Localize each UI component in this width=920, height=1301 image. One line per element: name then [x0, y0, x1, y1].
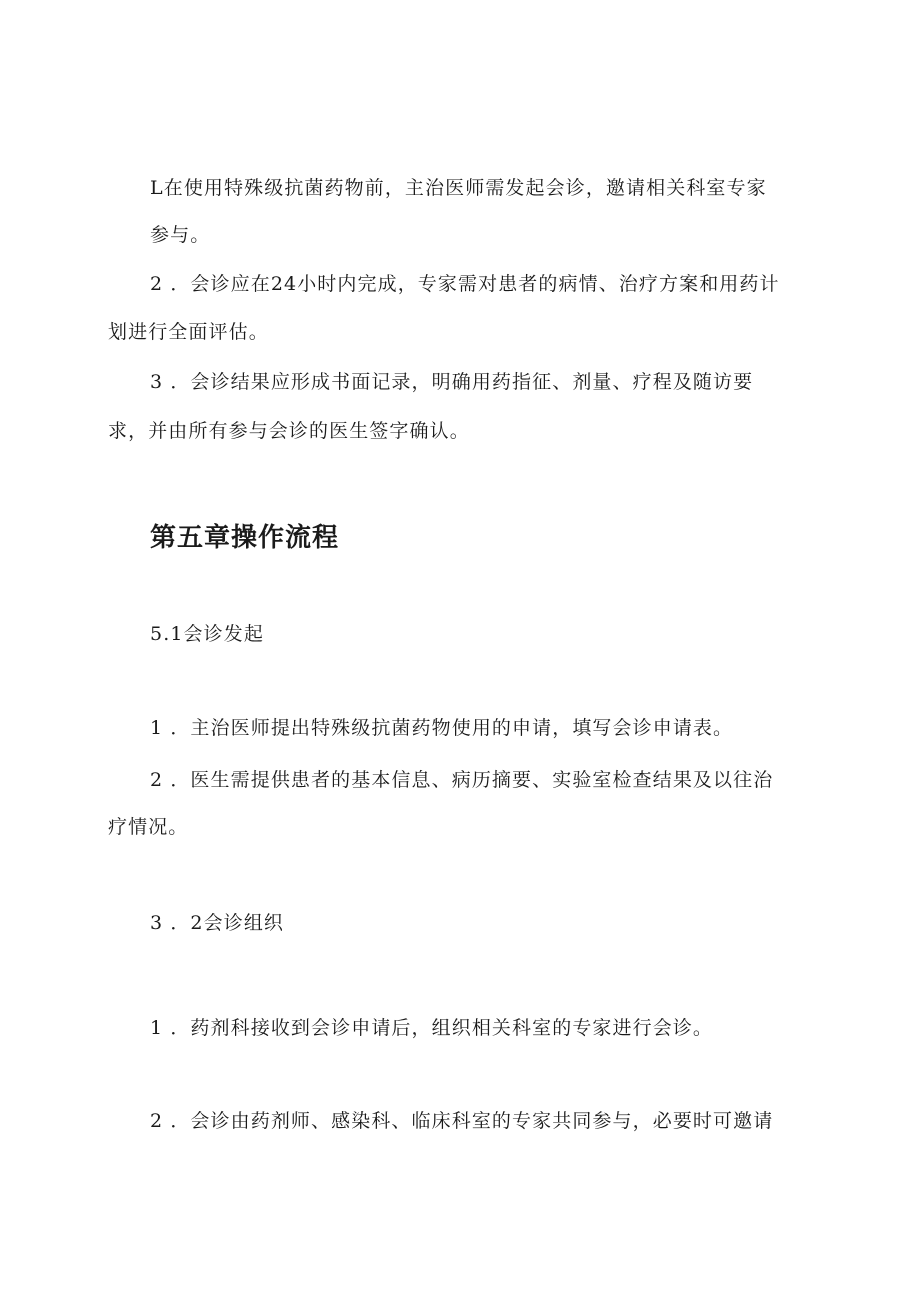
chapter-title: 第五章操作流程	[150, 523, 340, 553]
section-5-1-title: 5.1会诊发起	[150, 623, 264, 645]
section-3-2-item1: 1 ．药剂科接收到会诊申请后，组织相关科室的专家进行会诊。	[150, 1017, 714, 1039]
item-l1-line1: L在使用特殊级抗菌药物前，主治医师需发起会诊，邀请相关科室专家	[150, 177, 767, 199]
section-5-1-item1: 1 ．主治医师提出特殊级抗菌药物使用的申请，填写会诊申请表。	[150, 717, 734, 739]
item-3-line1: 3 ．会诊结果应形成书面记录，明确用药指征、剂量、疗程及随访要	[150, 371, 754, 393]
section-3-2-title: 3 ．2会诊组织	[150, 912, 285, 934]
section-5-1-item2-line1: 2 ．医生需提供患者的基本信息、病历摘要、实验室检查结果及以往治	[150, 769, 774, 791]
item-l1-line2: 参与。	[150, 224, 211, 246]
section-3-2-item2-line1: 2 ．会诊由药剂师、感染科、临床科室的专家共同参与，必要时可邀请	[150, 1110, 774, 1132]
item-2-line2: 划进行全面评估。	[108, 321, 269, 343]
item-3-line2: 求，并由所有参与会诊的医生签字确认。	[108, 420, 470, 442]
section-5-1-item2-line2: 疗情况。	[108, 816, 189, 838]
item-2-line1: 2 ．会诊应在24小时内完成，专家需对患者的病情、治疗方案和用药计	[150, 273, 780, 295]
